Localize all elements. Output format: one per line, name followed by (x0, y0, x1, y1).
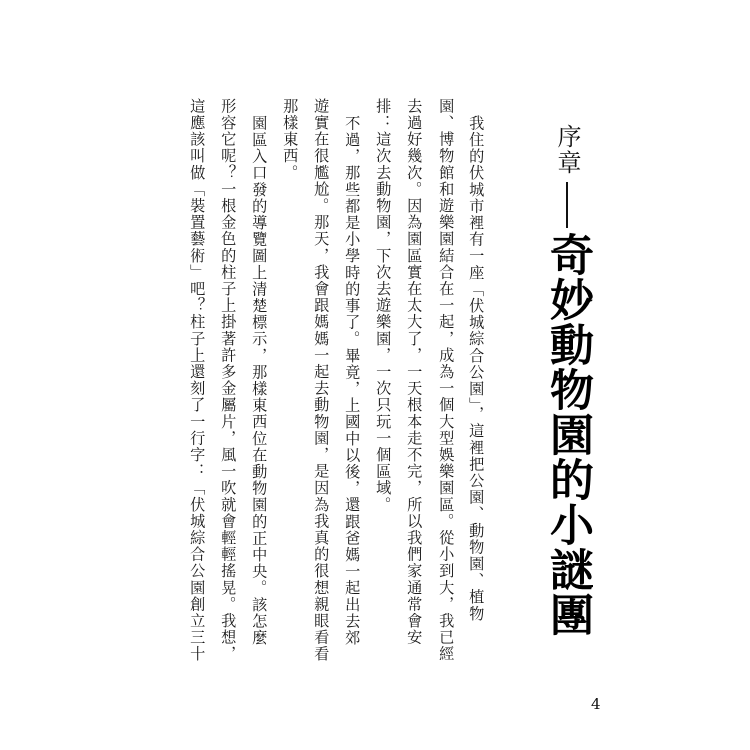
text-column-8: 園區入口發的導覽圖上清楚標示，那樣東西位在動物園的正中央。該怎麼 (250, 115, 269, 647)
text-column-3: 去過好幾次。因為園區實在太大了，一天根本走不完，所以我們家通常會安 (405, 98, 424, 646)
text-column-1: 我住的伏城市裡有一座「伏城綜合公園」，這裡把公園、動物園、植物 (467, 115, 486, 622)
text-column-5: 不過，那些都是小學時的事了。畢竟，上國中以後，還跟爸媽一起出去郊 (343, 115, 362, 647)
text-column-7: 那樣東西。 (281, 98, 300, 181)
page-number: 4 (591, 695, 601, 713)
chapter-label: 序章 (553, 124, 581, 176)
chapter-dash-divider (566, 182, 568, 228)
chapter-title: 奇妙動物園的小謎團 (542, 232, 593, 637)
text-column-2: 園、博物館和遊樂園結合在一起，成為一個大型娛樂園區。從小到大，我已經 (437, 98, 456, 663)
text-column-10: 這應該叫做「裝置藝術」吧？柱子上還刻了一行字：「伏城綜合公園創立三十 (188, 98, 207, 663)
text-column-6: 遊實在很尷尬。那天，我會跟媽媽一起去動物園，是因為我真的很想親眼看看 (312, 98, 331, 663)
text-column-9: 形容它呢？一根金色的柱子上掛著許多金屬片，風一吹就會輕輕搖晃。我想， (219, 98, 238, 663)
text-column-4: 排：這次去動物園，下次去遊樂園，一次只玩一個區域。 (374, 98, 393, 513)
